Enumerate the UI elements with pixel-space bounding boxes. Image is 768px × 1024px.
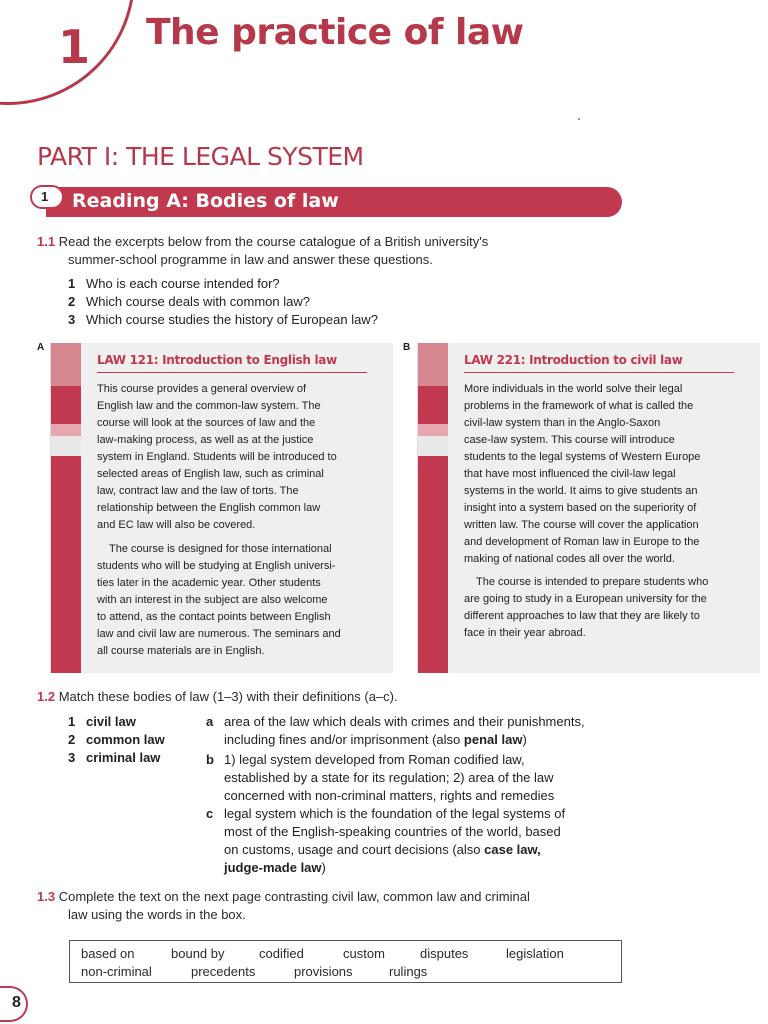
question-item: 3 Which course studies the history of European law? (68, 312, 378, 327)
course-box-a (50, 343, 393, 673)
complete-instruction-line-1: Complete the text on the next page contrasting civil law, common law and criminal (58, 889, 530, 904)
word-item: precedents (191, 964, 256, 979)
page-number: 8 (12, 994, 21, 1011)
reading-title: Reading A: Bodies of law (72, 190, 339, 212)
intro-line-1: Read the excerpts below from the course catalogue of a British university's (58, 234, 489, 249)
course-heading: LAW 221: Introduction to civil law (464, 353, 683, 367)
reading-tag (30, 185, 64, 209)
section-number: 1.3 (37, 889, 56, 904)
course-paragraph-1: More individuals in the world solve their legal problems in the framework of what is called the civil-law system than in the Anglo-Saxon case-law system. This course will introduce students to the legal systems of Western Europe that have most influenced the civil-law legal systems in the world. It aims to give students an insight into a system based on the superiority of written law. The course will cover the application and development of Roman law in Europe to the making of national codes all over the world. (464, 383, 701, 565)
word-item: provisions (294, 964, 353, 979)
heading-rule (464, 372, 734, 373)
course-paragraph-2: The course is designed for those international students who will be studying at English universi- ties later in the academic year. Other students with an interest in the subject are also welcome to attend, as the contact points between English law and civil law are numerous. The seminars and all course materials are in English. (97, 543, 341, 657)
term-item: 1 civil law (68, 714, 136, 729)
word-item: rulings (389, 964, 428, 979)
box-letter-a: A (37, 342, 45, 353)
intro-line-2: summer-school programme in law and answer these questions. (68, 252, 433, 267)
stray-mark (578, 118, 580, 120)
box-strip (51, 343, 81, 673)
complete-instruction-line-2: law using the words in the box. (68, 907, 246, 922)
course-box-b (417, 343, 760, 673)
section-1-1-intro (37, 233, 488, 251)
chapter-number: 1 (58, 20, 91, 74)
term-item: 2 common law (68, 732, 165, 747)
word-item: custom (343, 946, 385, 961)
word-item: based on (81, 946, 135, 961)
term-item: 3 criminal law (68, 750, 161, 765)
word-item: bound by (171, 946, 225, 961)
course-paragraph-1: This course provides a general overview of English law and the common-law system. The course will look at the sources of law and the law-making process, as well as at the justice system in England. Students will be introduced to selected areas of English law, such as criminal law, contract law and the law of torts. The relationship between the English common law and EC law will also be covered. (97, 383, 337, 531)
word-item: non-criminal (81, 964, 152, 979)
section-1-3-intro (37, 888, 530, 906)
word-item: codified (259, 946, 304, 961)
section-number: 1.1 (37, 234, 56, 249)
reading-tag-number: 1 (41, 189, 49, 204)
word-item: legislation (506, 946, 564, 961)
question-list (68, 275, 378, 329)
section-number: 1.2 (37, 689, 56, 704)
question-item: 2 Which course deals with common law? (68, 294, 310, 309)
box-letter-b: B (403, 342, 411, 353)
heading-rule (97, 372, 367, 373)
box-strip (418, 343, 448, 673)
word-box (69, 940, 622, 983)
word-item: disputes (420, 946, 469, 961)
course-heading: LAW 121: Introduction to English law (97, 353, 337, 367)
chapter-title: The practice of law (146, 12, 524, 53)
match-instruction: Match these bodies of law (1–3) with their definitions (a–c). (58, 689, 398, 704)
course-paragraph-2: The course is intended to prepare students who are going to study in a European university for the different approaches to law that they are likely to face in their year abroad. (464, 576, 709, 639)
part-title: PART I: THE LEGAL SYSTEM (37, 142, 364, 171)
term-list (68, 713, 165, 767)
section-1-2-intro (37, 688, 398, 706)
question-item: 1 Who is each course intended for? (68, 276, 280, 291)
